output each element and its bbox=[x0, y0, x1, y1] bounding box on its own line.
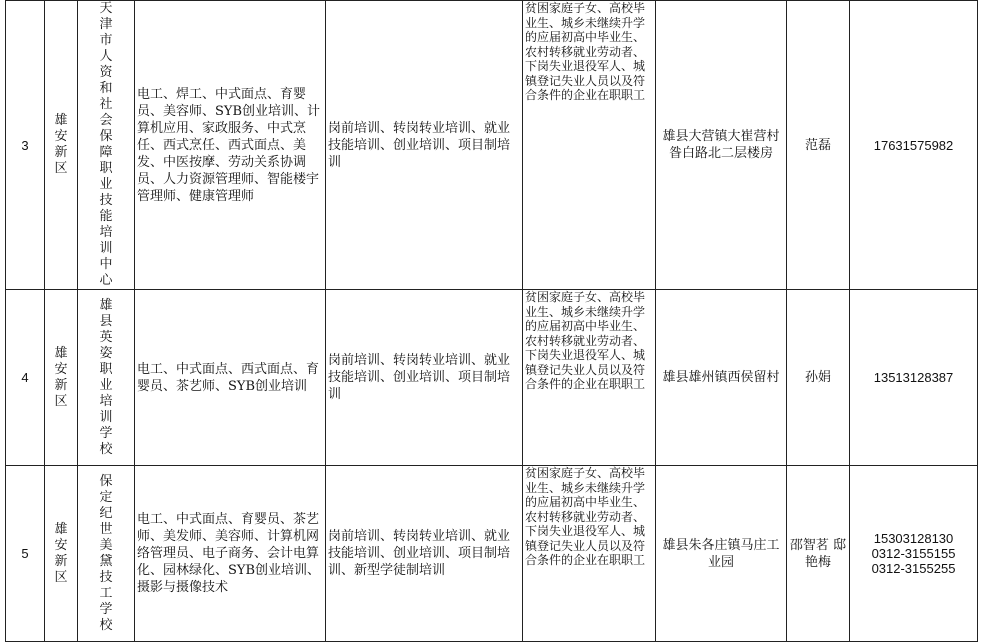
institution-name: 天津市人资和社会保障职业技能培训中心 bbox=[99, 1, 113, 288]
phone-number: 15303128130 bbox=[873, 531, 954, 546]
table-row bbox=[6, 1, 978, 290]
phone-number: 0312-3155255 bbox=[871, 561, 956, 576]
training-forms-cell: 岗前培训、转岗转业培训、就业技能培训、创业培训、项目制培训 bbox=[326, 1, 523, 290]
training-types-cell: 电工、中式面点、育婴员、茶艺师、美发师、美容师、计算机网络管理员、电子商务、会计电算化、园林绿化、SYB创业培训、摄影与摄像技术 bbox=[135, 466, 326, 642]
contact-person-cell: 孙娟 bbox=[787, 290, 850, 466]
phone-cell bbox=[850, 290, 978, 466]
training-institutions-table bbox=[5, 0, 978, 642]
address-cell: 雄县雄州镇西侯留村 bbox=[656, 290, 787, 466]
phone-number: 0312-3155155 bbox=[871, 546, 956, 561]
training-targets-cell: 贫困家庭子女、高校毕业生、城乡未继续升学的应届初高中毕业生、农村转移就业劳动者、下岗失业退役军人、城镇登记失业人员以及符合条件的企业在职职工 bbox=[523, 1, 656, 290]
training-types-cell: 电工、中式面点、西式面点、育婴员、茶艺师、SYB创业培训 bbox=[135, 290, 326, 466]
region-cell bbox=[45, 290, 78, 466]
training-targets-cell: 贫困家庭子女、高校毕业生、城乡未继续升学的应届初高中毕业生、农村转移就业劳动者、下岗失业退役军人、城镇登记失业人员以及符合条件的企业在职职工 bbox=[523, 290, 656, 466]
institution-name: 保定纪世美黛技工学校 bbox=[99, 473, 113, 633]
region-cell bbox=[45, 1, 78, 290]
row-number: 4 bbox=[6, 290, 45, 466]
address-cell: 雄县大营镇大崔营村昝白路北二层楼房 bbox=[656, 1, 787, 290]
contact-person-cell: 邵智茗 邸艳梅 bbox=[787, 466, 850, 642]
address-cell: 雄县朱各庄镇马庄工业园 bbox=[656, 466, 787, 642]
phone-cell bbox=[850, 1, 978, 290]
institution-name-cell bbox=[78, 1, 135, 290]
region-text: 雄安新区 bbox=[54, 345, 68, 409]
region-text: 雄安新区 bbox=[54, 113, 68, 176]
institution-name-cell bbox=[78, 290, 135, 466]
region-text: 雄安新区 bbox=[54, 521, 68, 585]
phone-number: 13513128387 bbox=[873, 370, 954, 385]
phone-cell bbox=[850, 466, 978, 642]
training-forms-cell: 岗前培训、转岗转业培训、就业技能培训、创业培训、项目制培训、新型学徒制培训 bbox=[326, 466, 523, 642]
institution-name: 雄县英姿职业培训学校 bbox=[99, 297, 113, 457]
row-number: 5 bbox=[6, 466, 45, 642]
table-row bbox=[6, 290, 978, 466]
region-cell bbox=[45, 466, 78, 642]
training-types-cell: 电工、焊工、中式面点、育婴员、美容师、SYB创业培训、计算机应用、家政服务、中式烹任、西式烹任、西式面点、美发、中医按摩、劳动关系协调员、人力资源管理师、智能楼宇管理师、健康管理师 bbox=[135, 1, 326, 290]
training-targets-cell: 贫困家庭子女、高校毕业生、城乡未继续升学的应届初高中毕业生、农村转移就业劳动者、下岗失业退役军人、城镇登记失业人员以及符合条件的企业在职职工 bbox=[523, 466, 656, 642]
row-number: 3 bbox=[6, 1, 45, 290]
phone-number: 17631575982 bbox=[873, 137, 954, 153]
contact-person-cell: 范磊 bbox=[787, 1, 850, 290]
institution-name-cell bbox=[78, 466, 135, 642]
table-row bbox=[6, 466, 978, 642]
training-forms-cell: 岗前培训、转岗转业培训、就业技能培训、创业培训、项目制培训 bbox=[326, 290, 523, 466]
